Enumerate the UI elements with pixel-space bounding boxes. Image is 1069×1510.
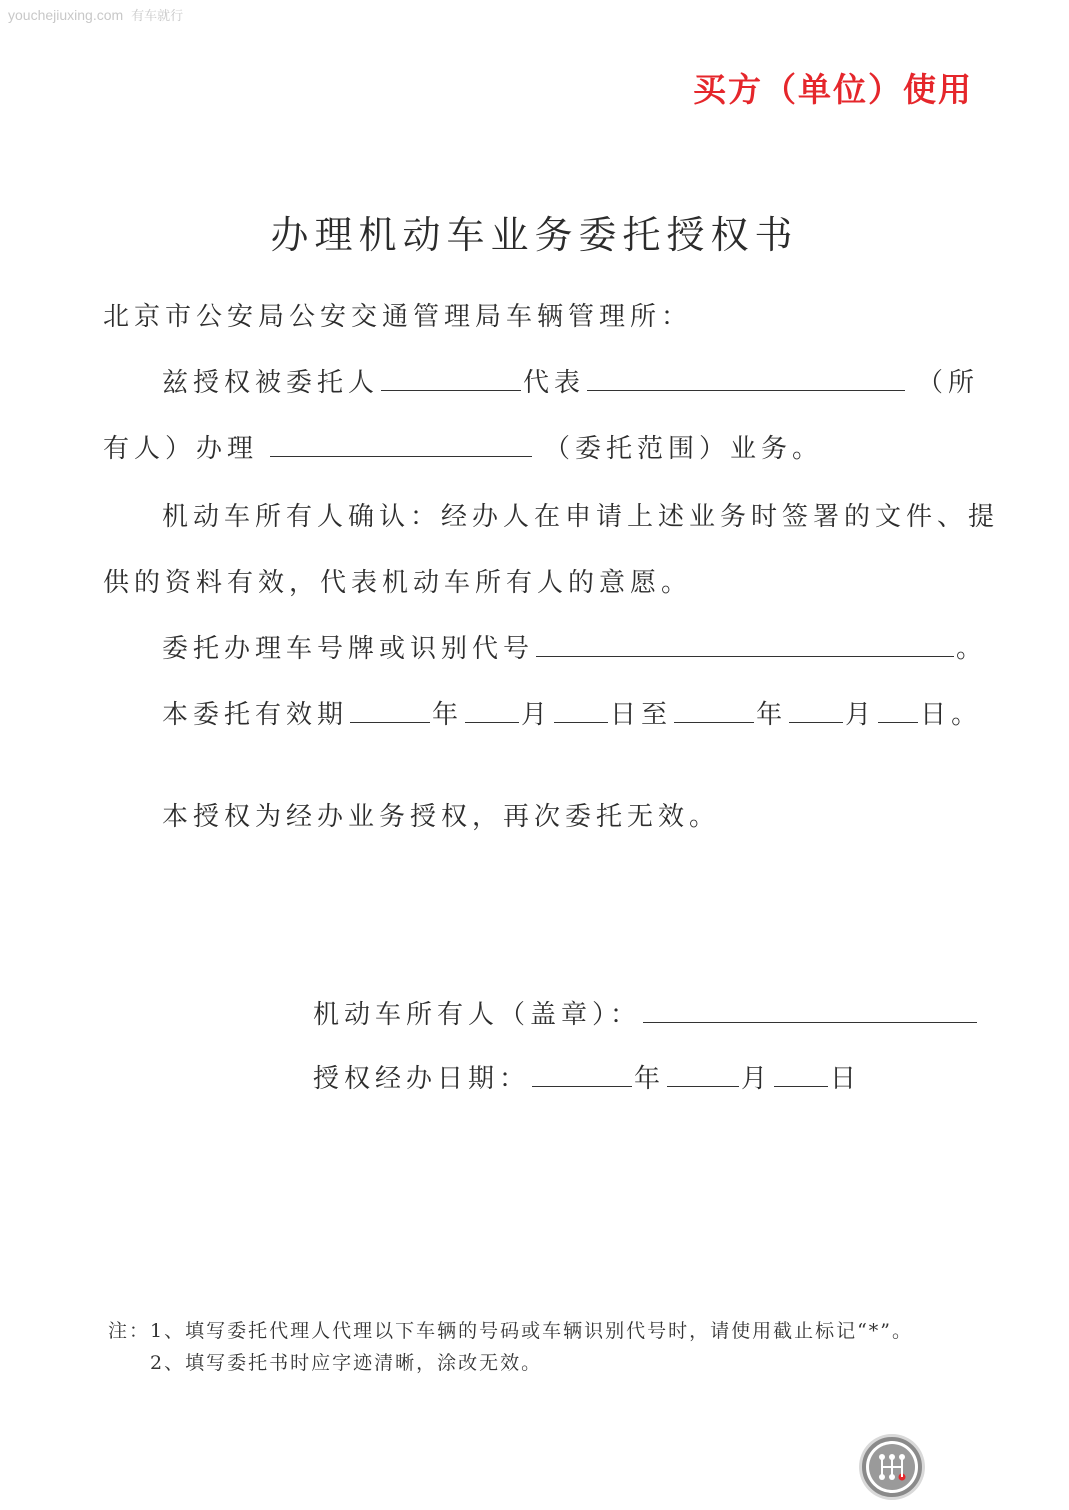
addressee: 北京市公安局公安交通管理局车辆管理所： [103,302,693,332]
note-line-2: 2、填写委托书时应字迹清晰，涂改无效。 [150,1352,543,1374]
auth-month-label: 月 [741,1064,773,1094]
confirm-line-1: 机动车所有人确认：经办人在申请上述业务时签署的文件、提 [162,502,1000,532]
owner-seal-line [313,998,979,1032]
plate-suffix: 。 [956,634,988,664]
scope-label: （委托范围）业务。 [544,434,824,464]
watermark-domain: youchejiuxing.com [8,7,124,23]
validity-year2-label: 年 [756,700,788,730]
plate-prefix: 委托办理车号牌或识别代号 [162,634,535,664]
validity-line [162,698,982,732]
auth-year-field[interactable] [532,1062,632,1087]
plate-number-field[interactable] [536,632,954,657]
validity-year-label: 年 [432,700,464,730]
auth-date-line [313,1062,861,1096]
end-year-field[interactable] [674,698,754,723]
start-day-field[interactable] [554,698,608,723]
auth-year-label: 年 [634,1064,666,1094]
site-watermark [8,5,183,24]
scope-field[interactable] [270,432,532,457]
document-title: 办理机动车业务委托授权书 [270,213,799,257]
note-line-1: 注：1、填写委托代理人代理以下车辆的号码或车辆识别代号时，请使用截止标记“*”。 [108,1320,914,1342]
end-month-field[interactable] [789,698,843,723]
auth-month-field[interactable] [667,1062,739,1087]
authorize-prefix: 兹授权被委托人 [162,368,380,398]
auth-day-field[interactable] [774,1062,828,1087]
owner-seal-field[interactable] [643,998,977,1023]
no-resubmission-note: 本授权为经办业务授权，再次委托无效。 [162,802,721,832]
owner-handle-line [103,432,823,466]
validity-month-label: 月 [521,700,553,730]
watermark-brand: 有车就行 [131,8,184,23]
gear-shift-logo-icon [857,1432,927,1502]
owner-name-field[interactable] [587,366,905,391]
agent-name-field[interactable] [381,366,521,391]
end-day-field[interactable] [878,698,918,723]
validity-month2-label: 月 [845,700,877,730]
represent-label: 代表 [523,368,586,398]
auth-day-label: 日 [830,1064,862,1094]
owner-handle-prefix: 有人）办理 [103,434,259,464]
usage-tag: 买方（单位）使用 [693,70,973,109]
validity-dayto-label: 日至 [610,700,673,730]
owner-seal-label: 机动车所有人（盖章）： [313,1000,642,1030]
start-year-field[interactable] [350,698,430,723]
confirm-line-2: 供的资料有效，代表机动车所有人的意愿。 [103,568,693,598]
validity-prefix: 本委托有效期 [162,700,349,730]
plate-line [162,632,987,666]
auth-date-prefix: 授权经办日期： [313,1064,531,1094]
start-month-field[interactable] [465,698,519,723]
owner-paren: （所 [917,368,980,398]
authorize-line [162,366,979,400]
validity-dayend-label: 日。 [920,700,983,730]
